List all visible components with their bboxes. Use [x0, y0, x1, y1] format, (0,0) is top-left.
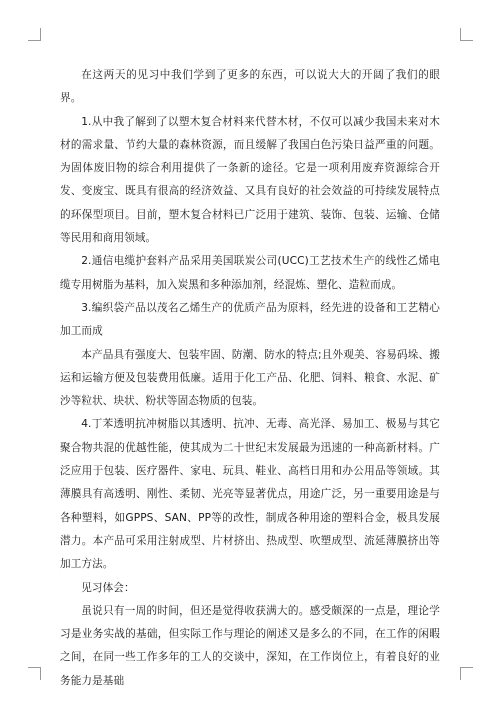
- paragraph-reflection: 虽说只有一周的时间，但还是觉得收获满大的。感受颇深的一点是，理论学习是业务实战的基础，但实际工作与理论的阐述又是多么的不同，在工作的闲暇之间，在同一些工作多年的工人的交谈中，深知，在工作岗位上，有着良好的业务能力是基础: [60, 604, 440, 687]
- crop-mark-bottom-left: [28, 667, 41, 680]
- paragraph-cable-sheath: 2.通信电缆护套料产品采用美国联炭公司(UCC)工艺技术生产的线性乙烯电缆专用树脂为基料，加入炭黑和多种添加剂，经混炼、塑化、造粒而成。: [60, 255, 440, 291]
- crop-mark-bottom-right: [460, 667, 473, 680]
- intro-paragraph: 在这两天的见习中我们学到了更多的东西，可以说大大的开阔了我们的眼界。: [60, 69, 440, 105]
- crop-mark-top-right: [460, 28, 473, 41]
- paragraph-woven-bag: 3.编织袋产品以茂名乙烯生产的优质产品为原料，经先进的设备和工艺精心加工而成: [60, 301, 440, 338]
- paragraph-product-features: 本产品具有强度大、包装牢固、防潮、防水的特点;且外观美、容易码垛、搬运和运输方便及包装费用低廉。适用于化工产品、化肥、饲料、粮食、水泥、矿沙等粒状、块状、粉状等固态物质的包装。: [60, 348, 440, 408]
- crop-mark-top-left: [28, 28, 41, 41]
- paragraph-wood-plastic-composite: 1.从中我了解到了以塑木复合材料来代替木材，不仅可以减少我国未来对木材的需求量、节约大量的森林资源，而且缓解了我国白色污染日益严重的问题。为固体废旧物的综合利用提供了一条新的途径。它是一项利用废弃资源综合开发、变废宝、既具有很高的经济效益、又具有良好的社会效益的可持续发展特点的环保型项目。目前，塑木复合材料已广泛用于建筑、装饰、包装、运输、仓储等民用和商用领域。: [60, 115, 440, 245]
- document-body: [60, 64, 440, 693]
- section-heading-reflection: 见习体会：: [81, 581, 135, 594]
- paragraph-styrene-resin: 4.丁苯透明抗冲树脂以其透明、抗冲、无毒、高光泽、易加工、极易与其它聚合物共混的优越性能，使其成为二十世纪末发展最为迅速的一种高新材料。广泛应用于包装、医疗器件、家电、玩具、鞋业、高档日用和办公用品等领域。其薄膜具有高透明、刚性、柔韧、光亮等显著优点，用途广泛，另一重要用途是与各种塑料，如GPPS、SAN、PP等的改性，制成各种用途的塑料合金，极具发展潜力。本产品可采用注射成型、片材挤出、热成型、吹塑成型、流延薄膜挤出等加工方法。: [60, 418, 440, 571]
